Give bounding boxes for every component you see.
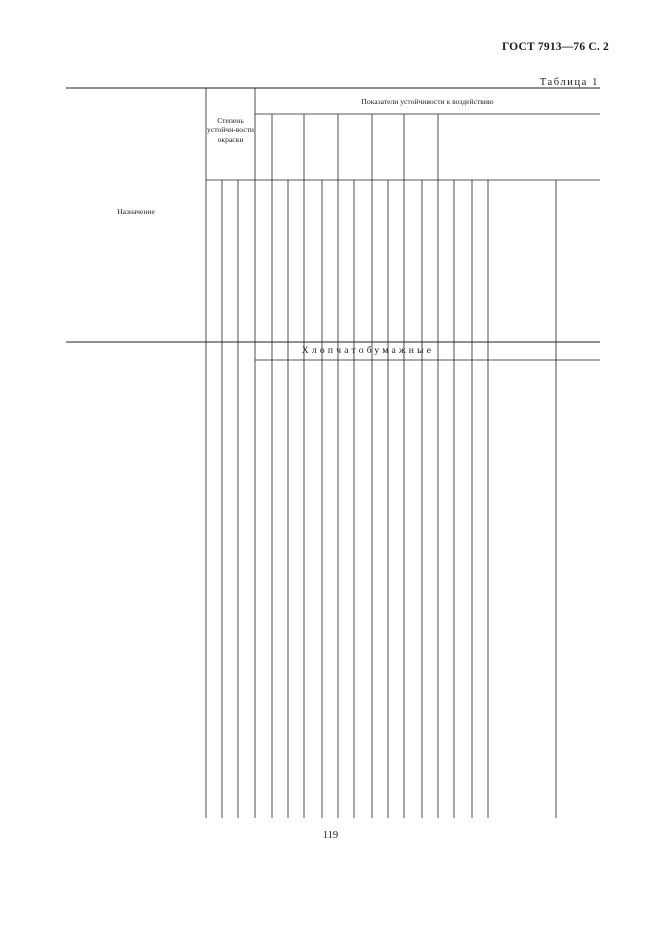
degree-header: Степень устойчи-вости окраски xyxy=(207,116,254,144)
document-header: ГОСТ 7913—76 С. 2 xyxy=(501,41,609,53)
purpose-header: Назначение xyxy=(117,207,155,216)
indicators-header: Показатели устойчивости к воздействию xyxy=(361,97,494,106)
table-number: Таблица 1 xyxy=(539,77,599,88)
page-number: 119 xyxy=(322,830,339,841)
group-heading: Хлопчатобумажные xyxy=(301,345,435,356)
